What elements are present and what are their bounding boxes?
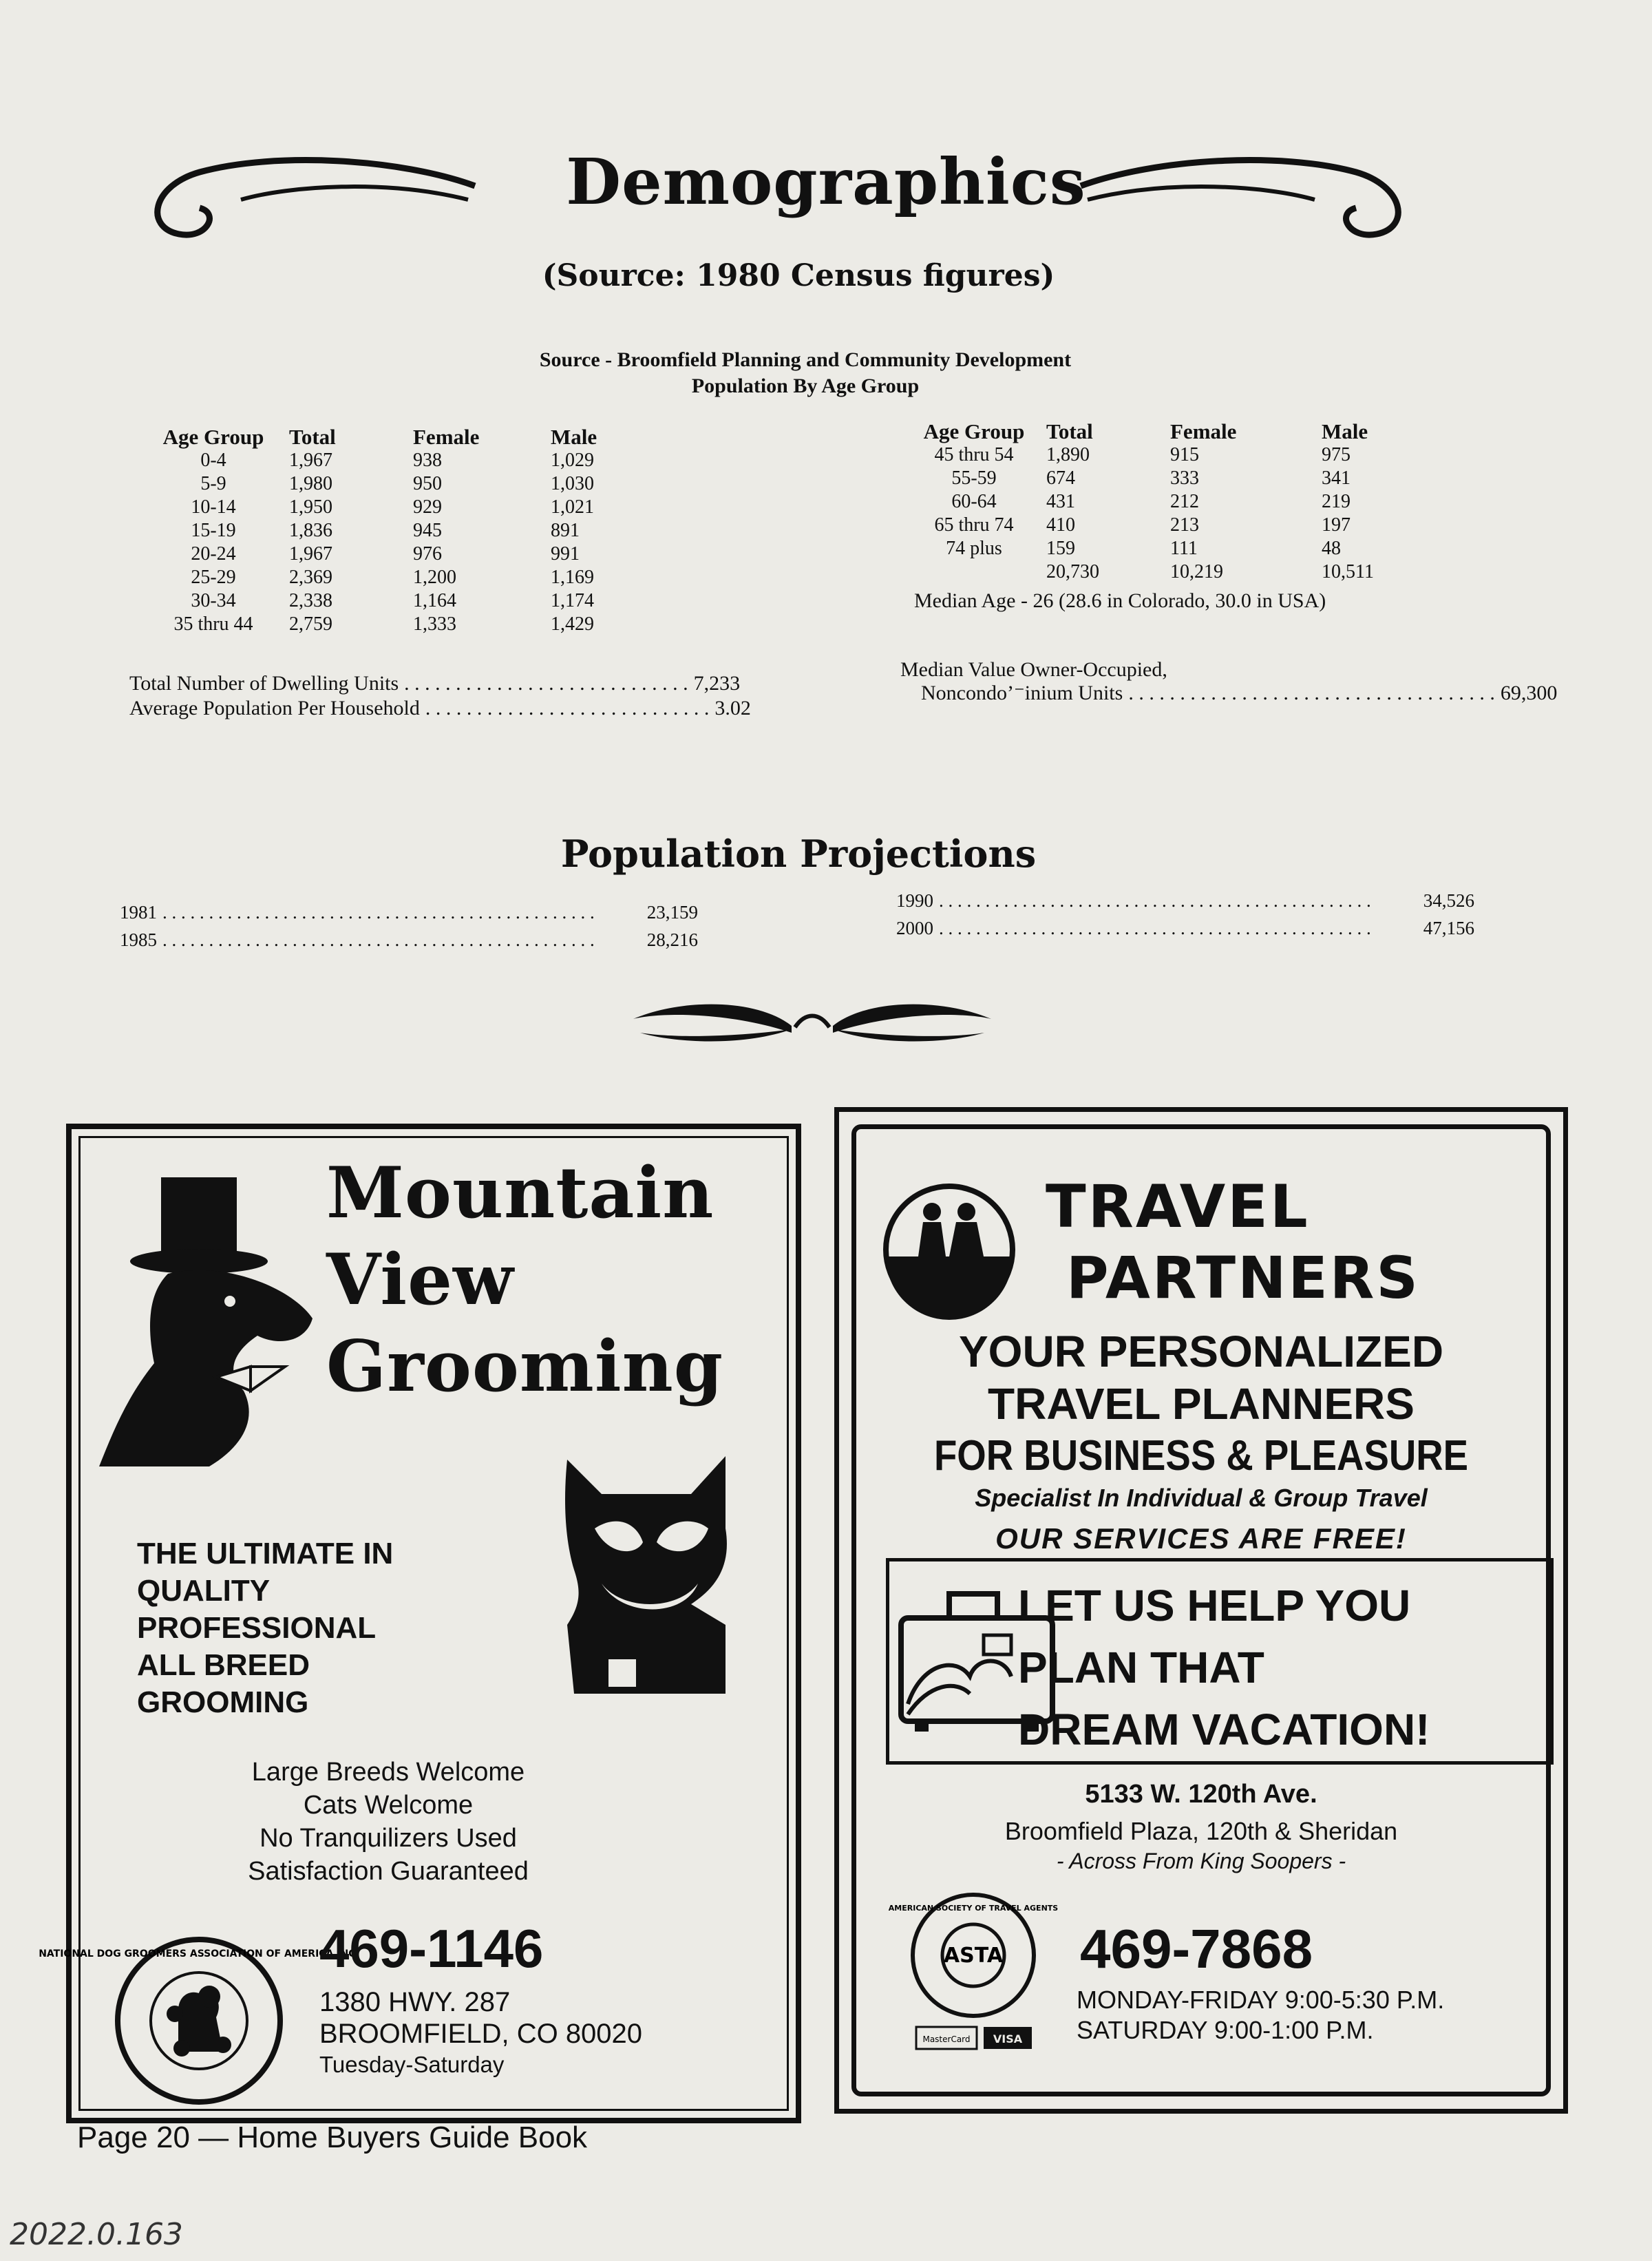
projection-year: 1990: [896, 890, 933, 911]
table-cell: 219: [1322, 491, 1351, 512]
tagline: [137, 1535, 393, 1721]
address: [319, 1986, 642, 2050]
name-line: Grooming: [326, 1325, 724, 1408]
feature-item: Cats Welcome: [303, 1791, 474, 1820]
source-line: Source - Broomfield Planning and Community Development: [539, 348, 1072, 371]
table-cell: 1,950: [289, 496, 332, 518]
table-cell: 945: [413, 520, 442, 541]
table-cell: 891: [551, 520, 580, 541]
table-cell: 1,890: [1046, 444, 1090, 465]
projection-value: 34,526: [1423, 890, 1474, 911]
table-row: [138, 589, 675, 613]
ad-travel-partners: [834, 1107, 1568, 2114]
landmark: - Across From King Soopers -: [1056, 1849, 1346, 1873]
projections-right: [896, 887, 1474, 942]
subtitle: (Source: 1980 Census figures): [542, 258, 1055, 293]
street-address: 5133 W. 120th Ave.: [1085, 1780, 1317, 1809]
features-list: [237, 1756, 540, 1888]
table-cell: 991: [551, 543, 580, 565]
groomers-association-seal-icon: [39, 1935, 359, 2107]
dog-in-top-hat-icon: [85, 1170, 333, 1473]
dwelling-units-stat: Total Number of Dwelling Units . . . . . . . . . . . . . . . . . . . . . . . . . . . . 7,233: [129, 672, 741, 695]
table-cell: 1,164: [413, 590, 456, 611]
tagline-line: ALL BREED: [137, 1648, 310, 1682]
table-cell: 15-19: [191, 520, 236, 541]
column-header: Age Group: [923, 419, 1025, 443]
tagline-line: QUALITY: [137, 1574, 271, 1608]
name-line: Mountain: [326, 1152, 714, 1234]
business-name-line1: TRAVEL: [1046, 1172, 1310, 1241]
table-cell: 929: [413, 496, 442, 518]
address-line: 1380 HWY. 287: [319, 1987, 511, 2017]
table-cell: 10,511: [1322, 561, 1374, 582]
projection-value: 23,159: [646, 902, 698, 923]
table-row: [902, 560, 1459, 584]
median-value-label: Median Value Owner-Occupied,: [900, 658, 1167, 681]
feature-item: No Tranquilizers Used: [260, 1824, 517, 1853]
business-hours: [1077, 1985, 1444, 2046]
table-row: [902, 537, 1459, 560]
age-table-right: [902, 420, 1459, 584]
stat-value: 3.02: [714, 697, 751, 719]
table-cell: 55-59: [951, 467, 997, 489]
hours-line: SATURDAY 9:00-1:00 P.M.: [1077, 2016, 1374, 2044]
table-cell: 25-29: [191, 567, 236, 588]
table-cell: 2,338: [289, 590, 332, 611]
table-cell: 30-34: [191, 590, 236, 611]
projection-year: 1981: [120, 902, 157, 923]
column-header: Female: [413, 425, 480, 449]
help-line: LET US HELP YOU: [1018, 1581, 1411, 1630]
stat-value: 7,233: [693, 672, 741, 695]
table-cell: 65 thru 74: [934, 514, 1014, 536]
table-cell: 431: [1046, 491, 1075, 512]
phone-number: 469-7868: [1080, 1918, 1313, 1979]
business-name-line2: PARTNERS: [1066, 1244, 1420, 1312]
business-name: [326, 1150, 723, 1410]
table-cell: 1,169: [551, 567, 594, 588]
table-cell: 1,030: [551, 473, 594, 494]
accession-number: 2022.0.163: [10, 2217, 183, 2252]
headline-line: TRAVEL PLANNERS: [988, 1379, 1415, 1429]
table-cell: 20,730: [1046, 561, 1099, 582]
hours-line: MONDAY-FRIDAY 9:00-5:30 P.M.: [1077, 1986, 1445, 2014]
tagline-line: GROOMING: [137, 1685, 309, 1719]
stat-label: Total Number of Dwelling Units: [129, 672, 399, 695]
help-line: PLAN THAT: [1018, 1643, 1264, 1692]
table-row: [138, 519, 675, 543]
table-row: [138, 449, 675, 472]
table-cell: 10,219: [1170, 561, 1223, 582]
headline-line: FOR BUSINESS & PLEASURE: [933, 1432, 1469, 1480]
services-free: OUR SERVICES ARE FREE!: [995, 1522, 1407, 1555]
table-cell: 1,333: [413, 613, 456, 635]
avg-population-stat: Average Population Per Household . . . . . . . . . . . . . . . . . . . . . . . . . . . . 3.02: [129, 697, 751, 719]
table-cell: 74 plus: [946, 538, 1002, 559]
table-cell: 1,967: [289, 450, 332, 471]
table-cell: 1,029: [551, 450, 594, 471]
stat-value: 69,300: [1500, 682, 1558, 704]
table-cell: 197: [1322, 514, 1351, 536]
ornament-icon: [620, 991, 1005, 1060]
card-label: VISA: [993, 2032, 1023, 2046]
column-header: Age Group: [162, 425, 264, 449]
table-row: [138, 543, 675, 566]
table-cell: 915: [1170, 444, 1199, 465]
travelers-logo-icon: [880, 1181, 1018, 1318]
table-cell: 1,021: [551, 496, 594, 518]
headline-line: YOUR PERSONALIZED: [958, 1327, 1444, 1376]
table-cell: 1,980: [289, 473, 332, 494]
table-cell: 1,174: [551, 590, 594, 611]
table-cell: 1,967: [289, 543, 332, 565]
business-hours: Tuesday-Saturday: [319, 2052, 505, 2077]
tagline-line: PROFESSIONAL: [137, 1611, 377, 1645]
projection-row: 2000 . . . . . . . . . . . . . . . . . . . . . . . . . . . . . . . . . . . . . . . . . . . . . . . 47,156: [896, 914, 1474, 942]
median-value-stat: Noncondo’⁻inium Units . . . . . . . . . . . . . . . . . . . . . . . . . . . . . . . . . . . . 69,300: [921, 682, 1558, 704]
table-cell: 2,369: [289, 567, 332, 588]
projection-value: 47,156: [1423, 918, 1474, 938]
tagline-line: THE ULTIMATE IN: [137, 1537, 394, 1570]
column-header: Total: [1046, 419, 1093, 443]
stat-label: Average Population Per Household: [129, 697, 420, 719]
table-cell: 410: [1046, 514, 1075, 536]
headline: [839, 1325, 1563, 1482]
table-cell: [902, 560, 1046, 584]
page-title: Demographics: [566, 145, 1086, 219]
ad-mountain-view-grooming: [39, 1124, 801, 2123]
table-cell: 333: [1170, 467, 1199, 489]
table-cell: 2,759: [289, 613, 332, 635]
table-cell: 60-64: [951, 491, 997, 512]
table-cell: 111: [1170, 538, 1198, 559]
table-row: [138, 613, 675, 636]
credit-cards-icon: [915, 2024, 1052, 2052]
name-line: View: [326, 1239, 514, 1321]
phone-number: 469-1146: [319, 1918, 544, 1979]
help-message: [1018, 1575, 1430, 1760]
asta-seal-icon: [888, 1890, 1059, 2021]
table-row: [902, 467, 1459, 490]
seal-center-text: ASTA: [943, 1944, 1004, 1968]
column-header: Male: [1322, 419, 1368, 443]
table-cell: 48: [1322, 538, 1341, 559]
column-header: Total: [289, 425, 336, 449]
column-header: Male: [551, 425, 597, 449]
projections-left: [120, 898, 698, 954]
table-cell: 212: [1170, 491, 1199, 512]
help-line: DREAM VACATION!: [1018, 1705, 1430, 1754]
table-row: [902, 443, 1459, 467]
median-age: Median Age - 26 (28.6 in Colorado, 30.0 in USA): [914, 589, 1326, 612]
table-cell: 159: [1046, 538, 1075, 559]
projection-row: 1981 . . . . . . . . . . . . . . . . . . . . . . . . . . . . . . . . . . . . . . . . . . . . . . . 23,159: [120, 898, 698, 926]
table-cell: 5-9: [200, 473, 226, 494]
table-row: [902, 514, 1459, 537]
table-cell: 1,836: [289, 520, 332, 541]
projection-row: 1985 . . . . . . . . . . . . . . . . . . . . . . . . . . . . . . . . . . . . . . . . . . . . . . . 28,216: [120, 926, 698, 954]
table-row: [138, 496, 675, 519]
column-header: Female: [1170, 419, 1237, 443]
seal-text: NATIONAL DOG GROOMERS ASSOCIATION OF AMERICA INC.: [39, 1948, 359, 1959]
table-cell: 975: [1322, 444, 1351, 465]
projection-value: 28,216: [646, 929, 698, 950]
specialist-line: Specialist In Individual & Group Travel: [975, 1484, 1428, 1512]
page-footer: Page 20 — Home Buyers Guide Book: [77, 2121, 588, 2154]
address-line: BROOMFIELD, CO 80020: [319, 2019, 643, 2049]
projection-row: 1990 . . . . . . . . . . . . . . . . . . . . . . . . . . . . . . . . . . . . . . . . . . . . . . . 34,526: [896, 887, 1474, 914]
table-cell: 938: [413, 450, 442, 471]
table-cell: 1,429: [551, 613, 594, 635]
projections-title: Population Projections: [560, 832, 1037, 876]
table-cell: 341: [1322, 467, 1351, 489]
projection-year: 1985: [120, 929, 157, 950]
table-cell: 950: [413, 473, 442, 494]
projection-year: 2000: [896, 918, 933, 938]
table-cell: 35 thru 44: [173, 613, 253, 635]
feature-item: Satisfaction Guaranteed: [248, 1857, 529, 1886]
table-cell: 0-4: [200, 450, 226, 471]
age-table-left: [138, 425, 675, 636]
plaza-address: Broomfield Plaza, 120th & Sheridan: [1004, 1817, 1398, 1845]
seal-text: AMERICAN SOCIETY OF TRAVEL AGENTS: [888, 1904, 1059, 1913]
table-cell: 45 thru 54: [934, 444, 1014, 465]
table-row: [138, 472, 675, 496]
table-row: [902, 490, 1459, 514]
table-cell: 1,200: [413, 567, 456, 588]
table-cell: 20-24: [191, 543, 236, 565]
cat-icon: [553, 1453, 746, 1701]
table-row: [138, 566, 675, 589]
table-cell: 213: [1170, 514, 1199, 536]
stat-label: Noncondo’⁻inium Units: [921, 682, 1123, 704]
table-heading: Population By Age Group: [691, 375, 920, 397]
feature-item: Large Breeds Welcome: [251, 1758, 525, 1787]
card-label: MasterCard: [922, 2034, 971, 2044]
table-cell: 976: [413, 543, 442, 565]
table-cell: 674: [1046, 467, 1075, 489]
table-cell: 10-14: [191, 496, 236, 518]
